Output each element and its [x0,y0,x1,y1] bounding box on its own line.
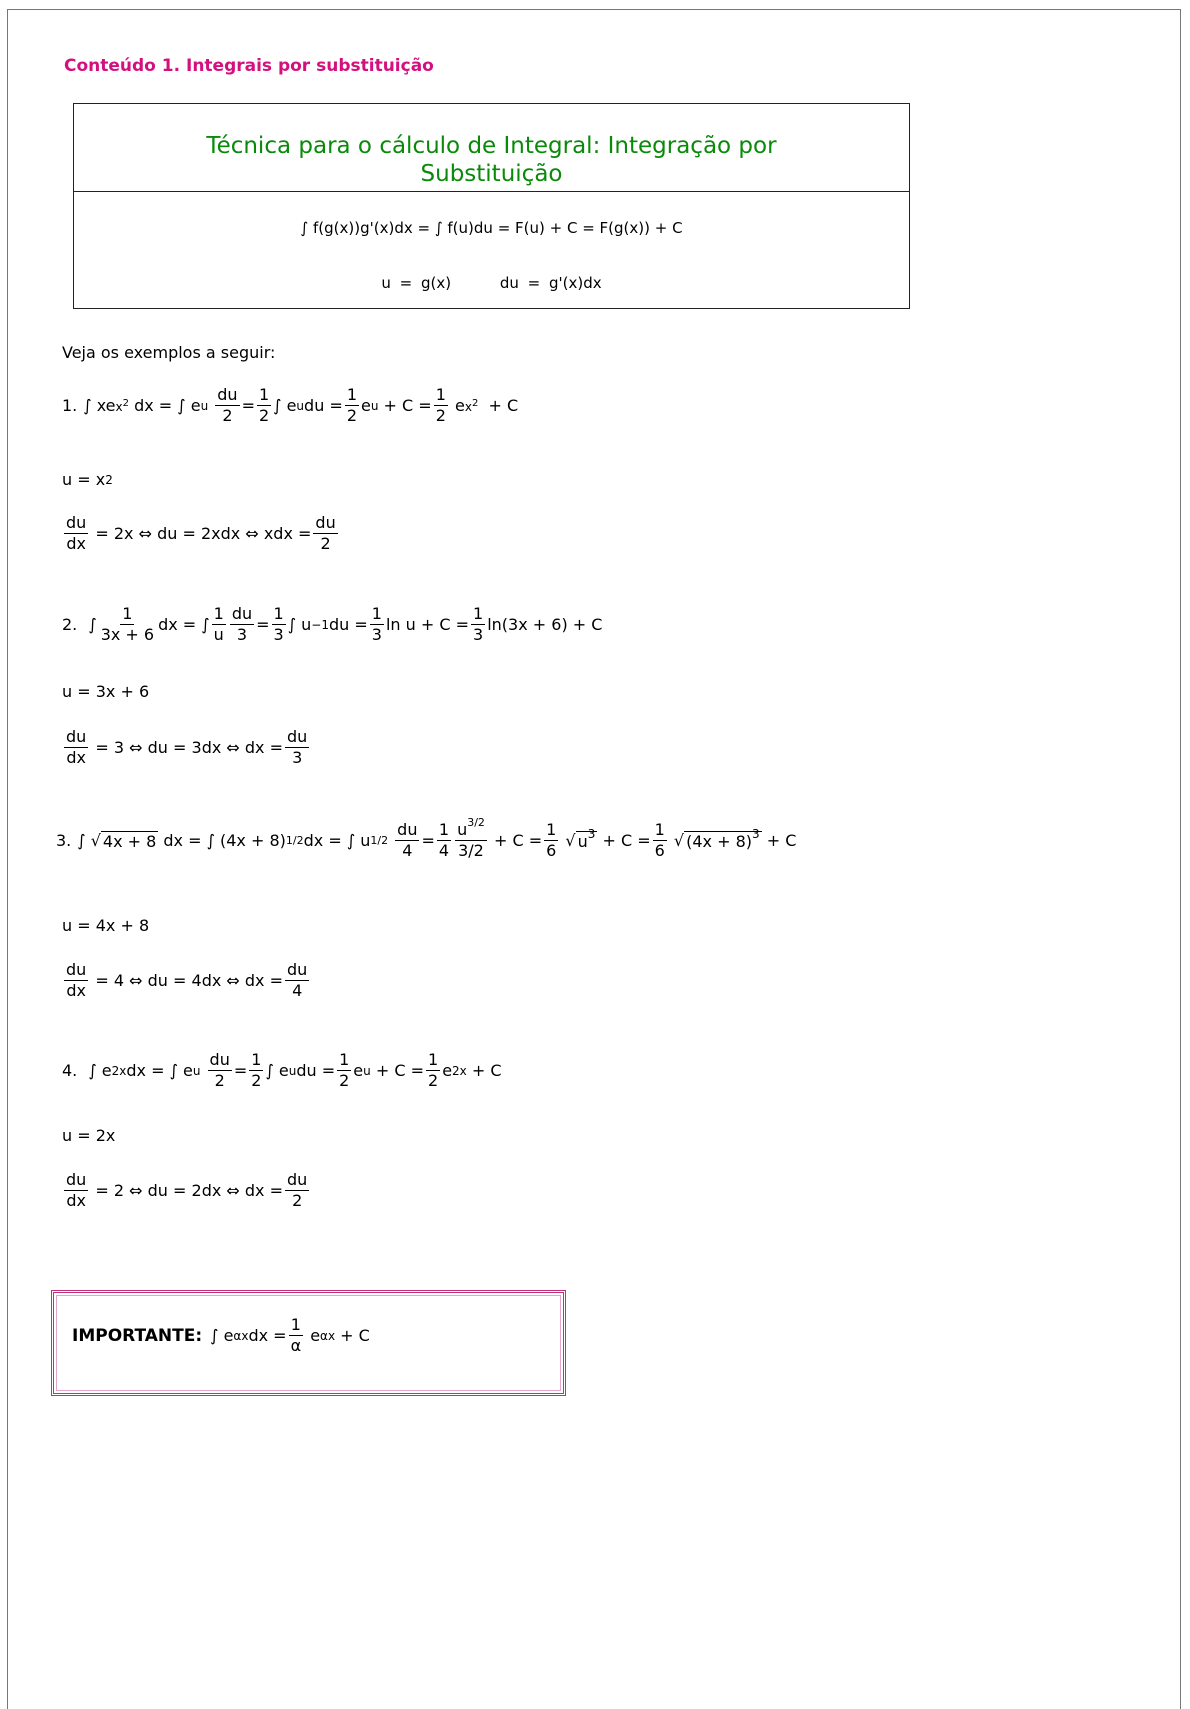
example-2-label: 2. [62,615,78,634]
example-3-label: 3. [56,831,72,850]
sub-u: u = g(x) [381,274,452,292]
example-2-substitution: u = 3x + 6 [62,682,150,701]
example-4-substitution: u = 2x [62,1126,116,1145]
important-label: IMPORTANTE: [72,1325,203,1346]
example-4-derivative: $\frac{du}{dx}$ = 2 ⇔ du = 2dx ⇔ dx = $\frac{du}{2}$ [66,1170,308,1210]
example-2-derivative: $\frac{du}{dx}$ = 3 ⇔ du = 3dx ⇔ dx = $\frac{du}{3}$ [66,727,308,767]
example-4-equation: 4. ∫ e 2x dx = ∫ e u $\frac{du}{2}$ = $\frac{1}{2}$ ∫ e u du = $\frac{1}{2}$ e u + C = $\frac{1}{2}$ e 2x + C [62,1050,502,1090]
important-formula: IMPORTANTE: ∫ e αx dx = $\frac{1}{\alpha}$ e αx + C [72,1315,370,1355]
page-title: Conteúdo 1. Integrais por substituição [64,56,434,76]
technique-box [73,103,910,309]
technique-caption [74,104,909,192]
example-3-substitution: u = 4x + 8 [62,916,150,935]
example-1-substitution: u = x 2 [62,470,113,489]
substitution-rule [74,274,909,292]
example-3-equation: 3. ∫ √ 4x + 8 dx = ∫ (4x + 8) 1/2 dx = ∫ u 1/2 $\frac{du}{4}$ = $\frac{1}{4}$ $\frac{u^{3/2}}{3/2}$ + C = $\frac{1}{6}$ √ $u^3$ + C = $\frac{1}{6}$ √ $(4x + 8)^3$ + C [56,816,797,860]
example-2-equation: 2. ∫ $\frac{1}{3x + 6}$ dx = ∫ $\frac{1}{u}$ $\frac{du}{3}$ = $\frac{1}{3}$ ∫ u −1 du = $\frac{1}{3}$ ln u + C = $\frac{1}{3}$ ln(3x + 6) + C [62,604,603,644]
example-1-derivative: $\frac{du}{dx}$ = 2x ⇔ du = 2xdx ⇔ xdx = $\frac{du}{2}$ [66,513,336,553]
intro-text: Veja os exemplos a seguir: [62,343,276,362]
example-3-derivative: $\frac{du}{dx}$ = 4 ⇔ du = 4dx ⇔ dx = $\frac{du}{4}$ [66,960,308,1000]
example-4-label: 4. [62,1061,78,1080]
general-formula: ∫ f(g(x))g'(x)dx = ∫ f(u)du = F(u) + C = F(g(x)) + C [300,219,683,237]
sub-du: du = g'(x)dx [499,274,602,292]
example-1-equation: 1. ∫ xe $x^2$ dx = ∫ e u $\frac{du}{2}$ = $\frac{1}{2}$ ∫ e u du = $\frac{1}{2}$ e u + C = $\frac{1}{2}$ e $x^2$ + C [62,385,519,425]
important-box [51,1290,566,1396]
example-1-label: 1. [62,396,78,415]
caption-line-1: Técnica para o cálculo de Integral: Integração por [206,133,777,159]
caption-line-2: Substituição [420,161,563,187]
